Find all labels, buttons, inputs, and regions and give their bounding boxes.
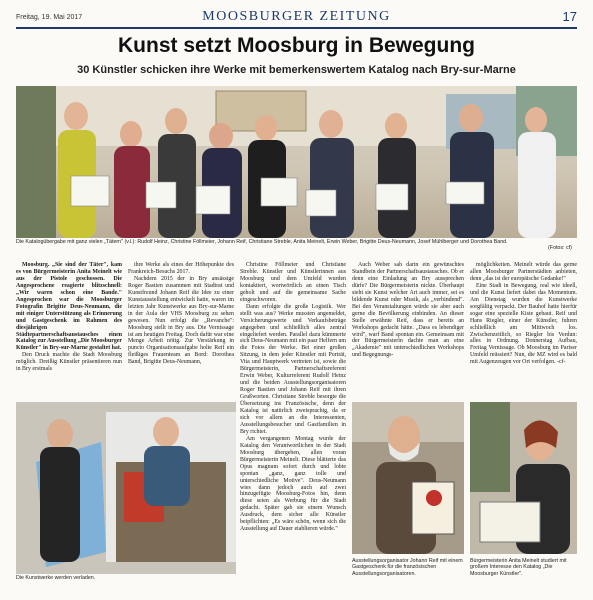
column-3-text: Christine Föllmeier und Christiane Streble. Künstler und Künstlerinnen aus Moosburg und dem Umfeld wurden kontaktiert, wortwörtlich an einen Tisch geholt und auf die gemeinsame Sache eingeschworen. Dann erfolgte die große Logistik. Wer stellt was aus? Werke mussten angemeldet, Versicherungswerte und Verkaufsbeträge angegeben und schließlich alles zentral eingeliefert werden. Parallel dazu kümmerte sich Deus-Neumann mit ein paar Helfern um die Fotos der Werke. Bei einer großen Sitzung, in dem jeder Künstler mit Porträt, Vita und Hauptwerk vertreten ist, sowie die Bürgermeisterin, Partnerschaftsreferent Erwin Weber, Kulturreferent Rudolf Heinz und die beiden Ausstellungsorganisatoren Roger Bastien und Johann Reif mit ihren Grußworten. Christiane Streble besorgte die Übersetzung ins Französische, denn der Katalog ist natürlich zweisprachig, da er sich vor allem an die Interessenten, Ausstellungsbesucher und Gastfamilien in Bry richtet. Am vergangenen Montag wurde der Katalog den Verantwortlichen in der Stadt Moosburg übergeben, allen voran Bürgermeisterin Meinelt. Diese blätterte das Opus magnum sofort durch und lobte spontan „ganz, ganz tolle und unterschiedliche Motive". Deus-Neumann wies dann jedoch auch auf zwei hinzugefügte Moosburg-Fotos hin, denn diese seien als Werbung für die Stadt gedacht. Später gab sie einem Wunsch Ausdruck, dem sicher alle Künstler beipflichten: „Es wäre schön, wenn sich die Ausstellung auf Dauer etablieren würde." (240, 262, 346, 533)
mayor-caption: Bürgermeisterin Anita Meinelt studiert mit großem Interesse den Katalog „Die Moosburger Künstler". (470, 558, 567, 577)
article-column-4 (352, 262, 464, 359)
photo-credit: (Fotos: cf) (548, 245, 572, 251)
main-photo-caption (16, 239, 546, 245)
headline: Kunst setzt Moosburg in Bewegung (118, 34, 475, 57)
loading-photo-illustration (16, 402, 236, 574)
reif-caption: Ausstellungsorganisator Johann Reif mit einem Gastgeschenk für die französischen Ausstellungsorganisatoren. (352, 558, 463, 577)
article-column-3 (240, 262, 346, 533)
mayor-photo (470, 402, 577, 554)
column-2-text: ihre Werke als eines der Höhepunkte des Frankreich-Besuchs 2017. Nachdem 2015 der in Bry ansässige Roger Bastien zusammen mit Stadtrat und Kunstfreund Johann Reif die Idee zu einer Kunstausstellung entwickelt hatte, waren im letzten Jahr Kunstwerke aus Bry-sur-Marne in der Aula der VHS Moosburg zu sehen gewesen. Nun erfolgt die „Revanche": Moosburg stellt in Bry aus. Die Vernissage ist am heutigen Freitag. Doch dafür war eine Menge Arbeit nötig. Zur Verstärkung in puncto Organisationsaufgabe holte Reif ein fleißiges Frauenteam an Bord: Dorothea Band, Brigitte Deus-Neumann, (128, 262, 234, 366)
reif-photo (352, 402, 464, 554)
main-group-photo (16, 86, 577, 238)
newspaper-name: MOOSBURGER ZEITUNG (202, 9, 391, 24)
loading-caption: Die Kunstwerke werden verladen. (16, 575, 96, 581)
reif-photo-illustration (352, 402, 464, 554)
mayor-photo-illustration (470, 402, 577, 554)
article-column-1 (16, 262, 122, 373)
group-photo-illustration (16, 86, 577, 238)
article-column-5 (470, 262, 577, 366)
page-header (16, 8, 577, 26)
issue-date: Freitag, 19. Mai 2017 (16, 14, 83, 21)
column-5-text: möglichkeiten. Meinelt würde das gerne allen Moosburger Partnerstädten anbieten, denn „das ist der europäische Gedanke!" Eine Stadt in Bewegung, real wie ideell, und die Kunst liefert dabei das Momentum. Am Dienstag wurden die Kunstwerke sorgfältig verpackt. Der Bauhof hatte hierfür sogar eine spezielle Kiste gebaut. Reif und Hans Riegler, einer der Künstler, fuhren schließlich am Mittwoch los. Zwischenzeitlich, so Riegler bis Verdun: alles in Ordnung. Donnerstag Aufbau, Freitag Vernissage. Ob Moosburg im Pariser Umfeld reüssiert? Nun, die MZ wird es bald mit Augenzeugen vor Ort verfolgen. -cf- (470, 262, 577, 366)
subheadline: 30 Künstler schicken ihre Werke mit bemerkenswertem Katalog nach Bry-sur-Marne (77, 64, 516, 76)
page-number: 17 (562, 9, 577, 24)
loading-photo (16, 402, 236, 574)
article-column-2 (128, 262, 234, 366)
column-1-text: Moosburg. „Sie sind der Täter", kam es von Bürgermeisterin Anita Meinelt wie aus der Pistole geschossen. Die Angesprochene reagierte blitzschnell: „Wir waren schon eine Bande." Angesprochen war die Moosburger Fotografin Brigitte Deus-Neumann, die mit einiger Unterstützung als Erinnerung und Gastgeschenk im Rahmen des diesjährigen Städtepartnerschaftsaustausches einen Katalog zur Ausstellung „Die Moosburger Künstler" in Bry-sur-Marne gestaltet hat. Den Druck machte die Stadt Moosburg möglich. Dreißig Künstler präsentieren nun in Bry erstmals (16, 262, 122, 373)
main-caption-text: Die Katalogübergabe mit ganz vielen „Tätern" (v.l.): Rudolf Heinz, Christine Föllmeier, Johann Reif, Christiane Streble, Anita Meinelt, Erwin Weber, Brigitte Deus-Neumann, Josef Mühlberger und Dorothea Band. (16, 239, 508, 245)
column-4-text: Auch Weber sah darin ein gewünschtes Standbein der Partnerschaftsaustausches. Ob er denn eine Einladung an Bry aussprechen dürfe? Die Bürgermeisterin nickte. Überhaupt sieht sie Kunst welcher Art auch immer, sei es bildende Kunst oder Musik, als „verbindend". Bei den Veranstaltungen würde sie aber auch gerne die Bevölkerung einbinden. An dieser Stelle erwähnte Reif, dass er bereits an Workshops gedacht hätte. „Dass es lebendiger wird", warf Band spontan ein. Gemeinsam mit der Bürgermeisterin dachte man an eine „Akademie" mit unterschiedlichen Workshops und Begegnungs- (352, 262, 464, 359)
header-rule (16, 27, 577, 29)
